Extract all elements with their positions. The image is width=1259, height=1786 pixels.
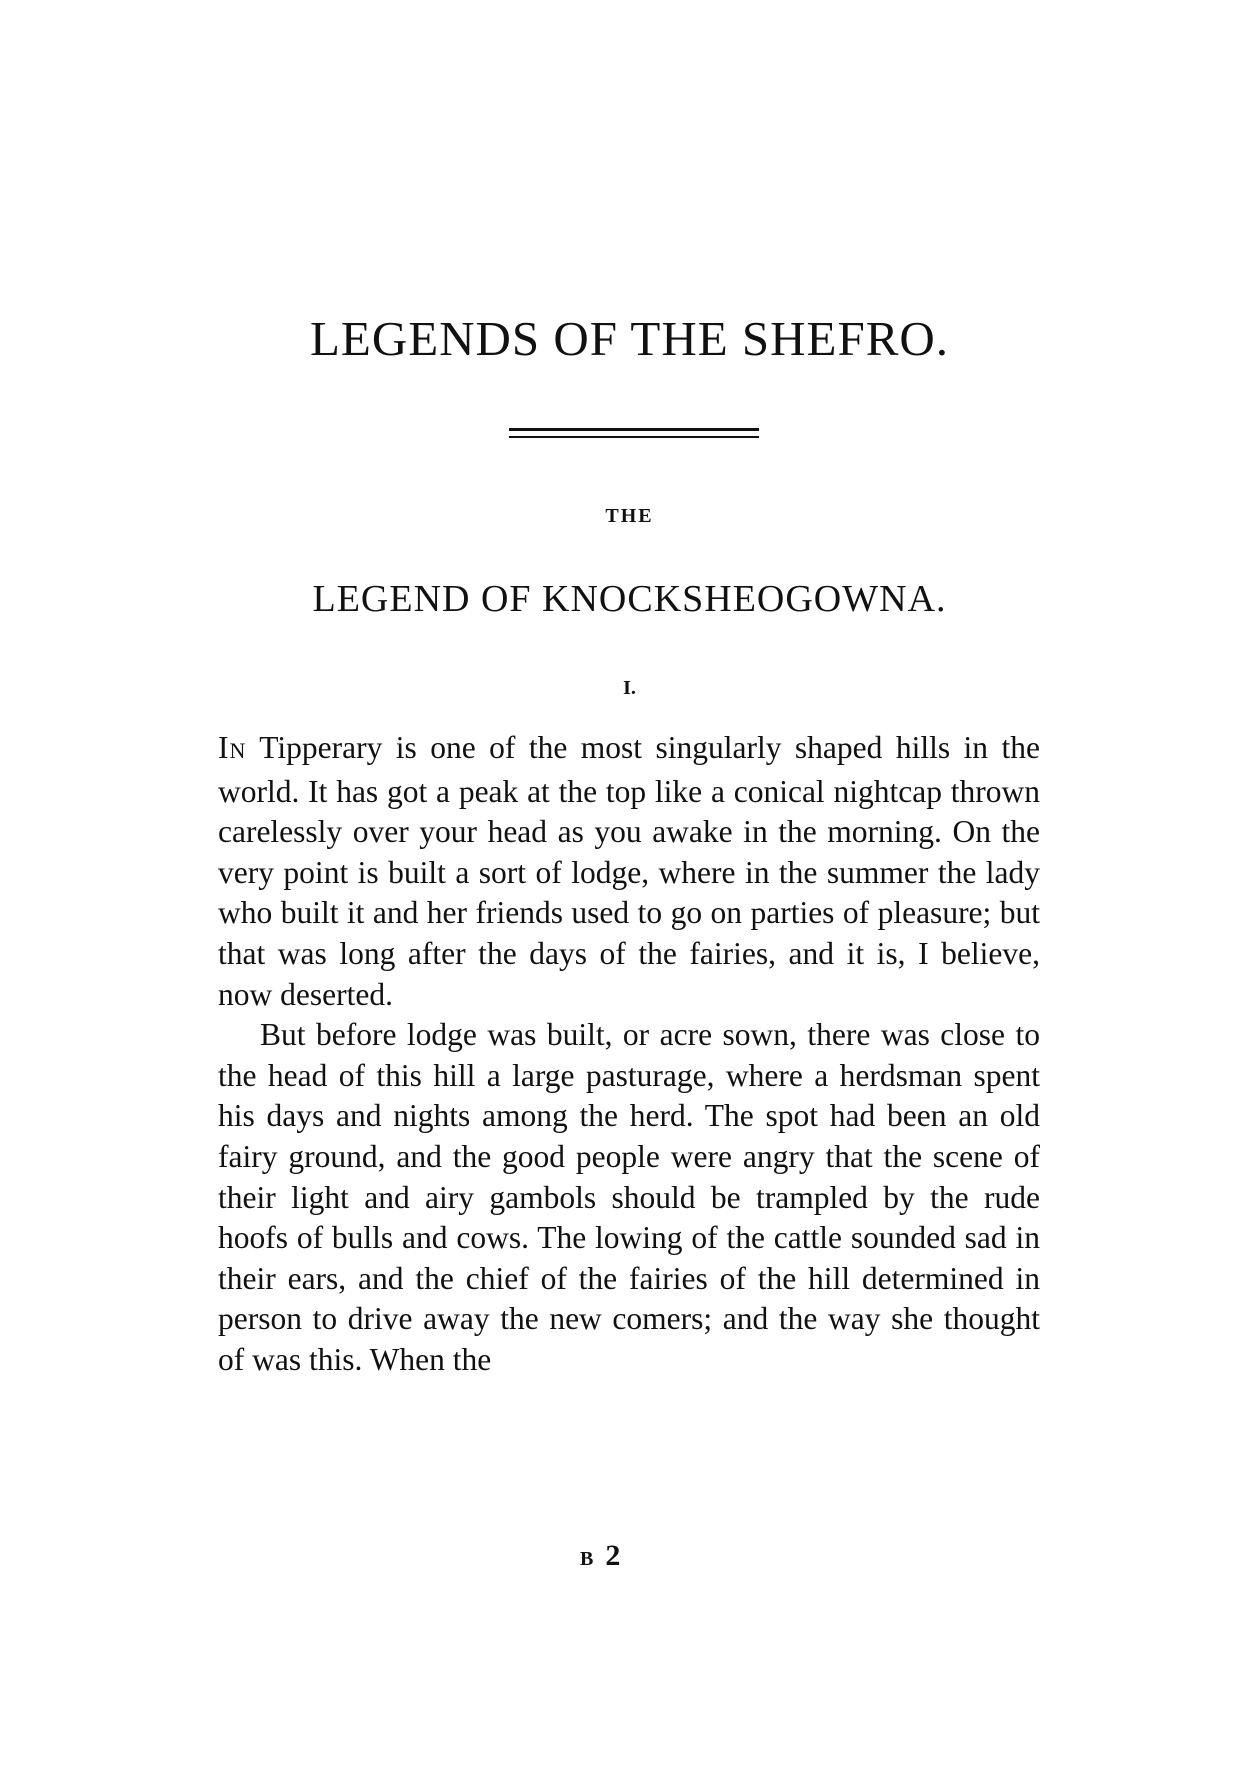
paragraph-1-text: Tipperary is one of the most singularly shaped hills in the world. It has got a peak at the top like a conical nightcap thrown carelessly over your head as you awake in the morning. On the very point is built a sort of lodge, where in the summer the lady who built it and her friends used to go on parties of pleasure; but that was long after the days of the fairies, and it is, I believe, now deserted.	[218, 730, 1040, 1012]
body-text	[218, 728, 1040, 1381]
paragraph-1	[218, 728, 1040, 1015]
legend-title: LEGEND OF KNOCKSHEOGOWNA.	[312, 578, 947, 620]
signature-number: 2	[605, 1539, 621, 1572]
paragraph-2: But before lodge was built, or acre sown, there was close to the head of this hill a large pasturage, where a herdsman spent his days and nights among the herd. The spot had been an old fairy ground, and the good people were angry that the scene of their light and airy gambols should be trampled by the rude hoofs of bulls and cows. The lowing of the cattle sounded sad in their ears, and the chief of the fairies of the hill determined in person to drive away the new comers; and the way she thought of was this. When the	[218, 1017, 1040, 1377]
section-number: I.	[623, 677, 636, 699]
legend-prefix: THE	[605, 505, 654, 527]
double-rule-top	[509, 428, 759, 431]
drop-lead-letter: I	[218, 730, 230, 765]
signature-letter: B	[580, 1548, 594, 1570]
drop-lead-smallcap: N	[229, 738, 247, 763]
double-rule-bottom	[509, 436, 759, 438]
signature-mark	[580, 1541, 620, 1571]
page-heading: LEGENDS OF THE SHEFRO.	[309, 311, 950, 366]
